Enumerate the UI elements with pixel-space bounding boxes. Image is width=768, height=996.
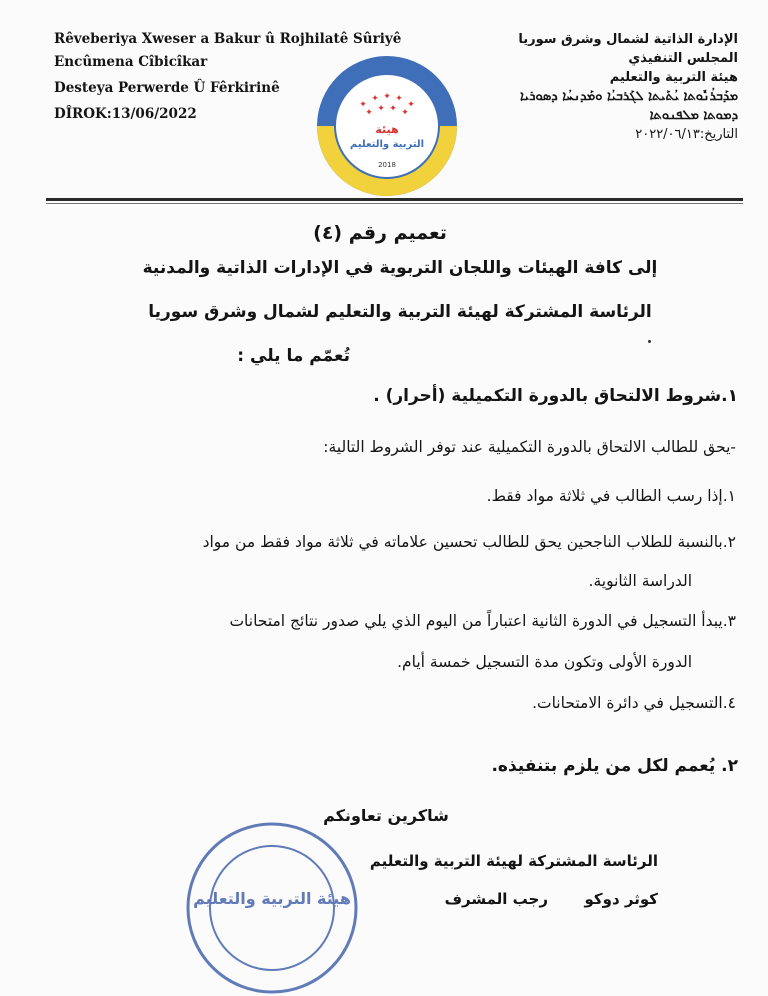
header-right-syriac2: ܕܡܘܬܐ ܡܠܦܢܘܬܐ — [649, 108, 738, 123]
header-right-date: التاريخ:٢٠٢٢/٠٦/١٣ — [635, 127, 738, 142]
condition-2-line2: الدراسة الثانوية. — [588, 572, 692, 590]
header-right-line3: هيئة التربية والتعليم — [609, 70, 738, 85]
svg-text:✦: ✦ — [407, 100, 415, 110]
official-stamp — [184, 820, 360, 996]
header-right-line2: المجلس التنفيذي — [628, 51, 738, 66]
signatory-title: الرئاسة المشتركة لهيئة التربية والتعليم — [369, 852, 658, 870]
logo-text-1: هيئة — [375, 123, 399, 136]
condition-2-line1: ٢.بالنسبة للطلاب الناجحين يحق للطالب تحسين علاماته في ثلاثة مواد فقط من مواد — [202, 533, 736, 551]
circular-sender: الرئاسة المشتركة لهيئة التربية والتعليم لشمال وشرق سوريا — [148, 302, 652, 322]
header-divider-thin — [46, 203, 743, 204]
header-left-line1: Rêveberiya Xweser a Bakur û Rojhilatê Sûriyê — [54, 31, 402, 47]
header-right-syriac1: ܡܕܰܒܪܳܢܽܘܬܐ ܝܳܬܰܝܬܐ ܠܓܰܪܒܝܳܐ ܘܡܰܕܢܚܳܐ ܕܣܘܪܝܐ — [520, 89, 738, 104]
conditions-intro: -يحق للطالب الالتحاق بالدورة التكميلية عند توفر الشروط التالية: — [323, 438, 736, 456]
header-left-line3: Desteya Perwerde Û Fêrkirinê — [54, 80, 280, 96]
logo-year: 2018 — [378, 161, 396, 169]
svg-text:✦: ✦ — [389, 104, 397, 114]
svg-text:✦: ✦ — [395, 94, 403, 104]
header-left-line2: Encûmena Cîbicîkar — [54, 54, 208, 70]
header-right-line1: الإدارة الذاتية لشمال وشرق سوريا — [518, 32, 738, 47]
svg-text:✦: ✦ — [359, 100, 367, 110]
closing-thanks: شاكرين تعاونكم — [323, 806, 449, 825]
svg-text:✦: ✦ — [371, 94, 379, 104]
circular-announce: تُعمّم ما يلي : — [237, 346, 350, 366]
item-1-heading: ١.شروط الالتحاق بالدورة التكميلية (أحرار) . — [373, 386, 738, 406]
condition-3-line1: ٣.يبدأ التسجيل في الدورة الثانية اعتباراً من اليوم الذي يلي صدور نتائج امتحانات — [229, 612, 736, 630]
condition-4: ٤.التسجيل في دائرة الامتحانات. — [532, 694, 736, 712]
svg-text:✦: ✦ — [365, 108, 373, 118]
circular-recipients: إلى كافة الهيئات واللجان التربوية في الإدارات الذاتية والمدنية — [142, 258, 658, 278]
circular-title: تعميم رقم (٤) — [313, 222, 447, 244]
header-divider — [46, 198, 743, 201]
authority-logo — [316, 55, 458, 197]
header-arabic — [468, 30, 738, 144]
signatory-names: كوثر دوكو رجب المشرف — [444, 890, 658, 908]
header-left-date: DÎROK:13/06/2022 — [54, 106, 197, 122]
ink-dot — [648, 340, 651, 343]
condition-3-line2: الدورة الأولى وتكون مدة التسجيل خمسة أيام. — [397, 653, 692, 671]
svg-text:✦: ✦ — [401, 108, 409, 118]
condition-1: ١.إذا رسب الطالب في ثلاثة مواد فقط. — [486, 487, 736, 505]
logo-text-2: التربية والتعليم — [350, 139, 424, 150]
stamp-text: هيئة التربية والتعليم — [193, 889, 351, 908]
svg-text:✦: ✦ — [377, 104, 385, 114]
svg-text:✦: ✦ — [383, 92, 391, 102]
item-2-instruction: ٢. يُعمم لكل من يلزم بتنفيذه. — [491, 756, 738, 776]
